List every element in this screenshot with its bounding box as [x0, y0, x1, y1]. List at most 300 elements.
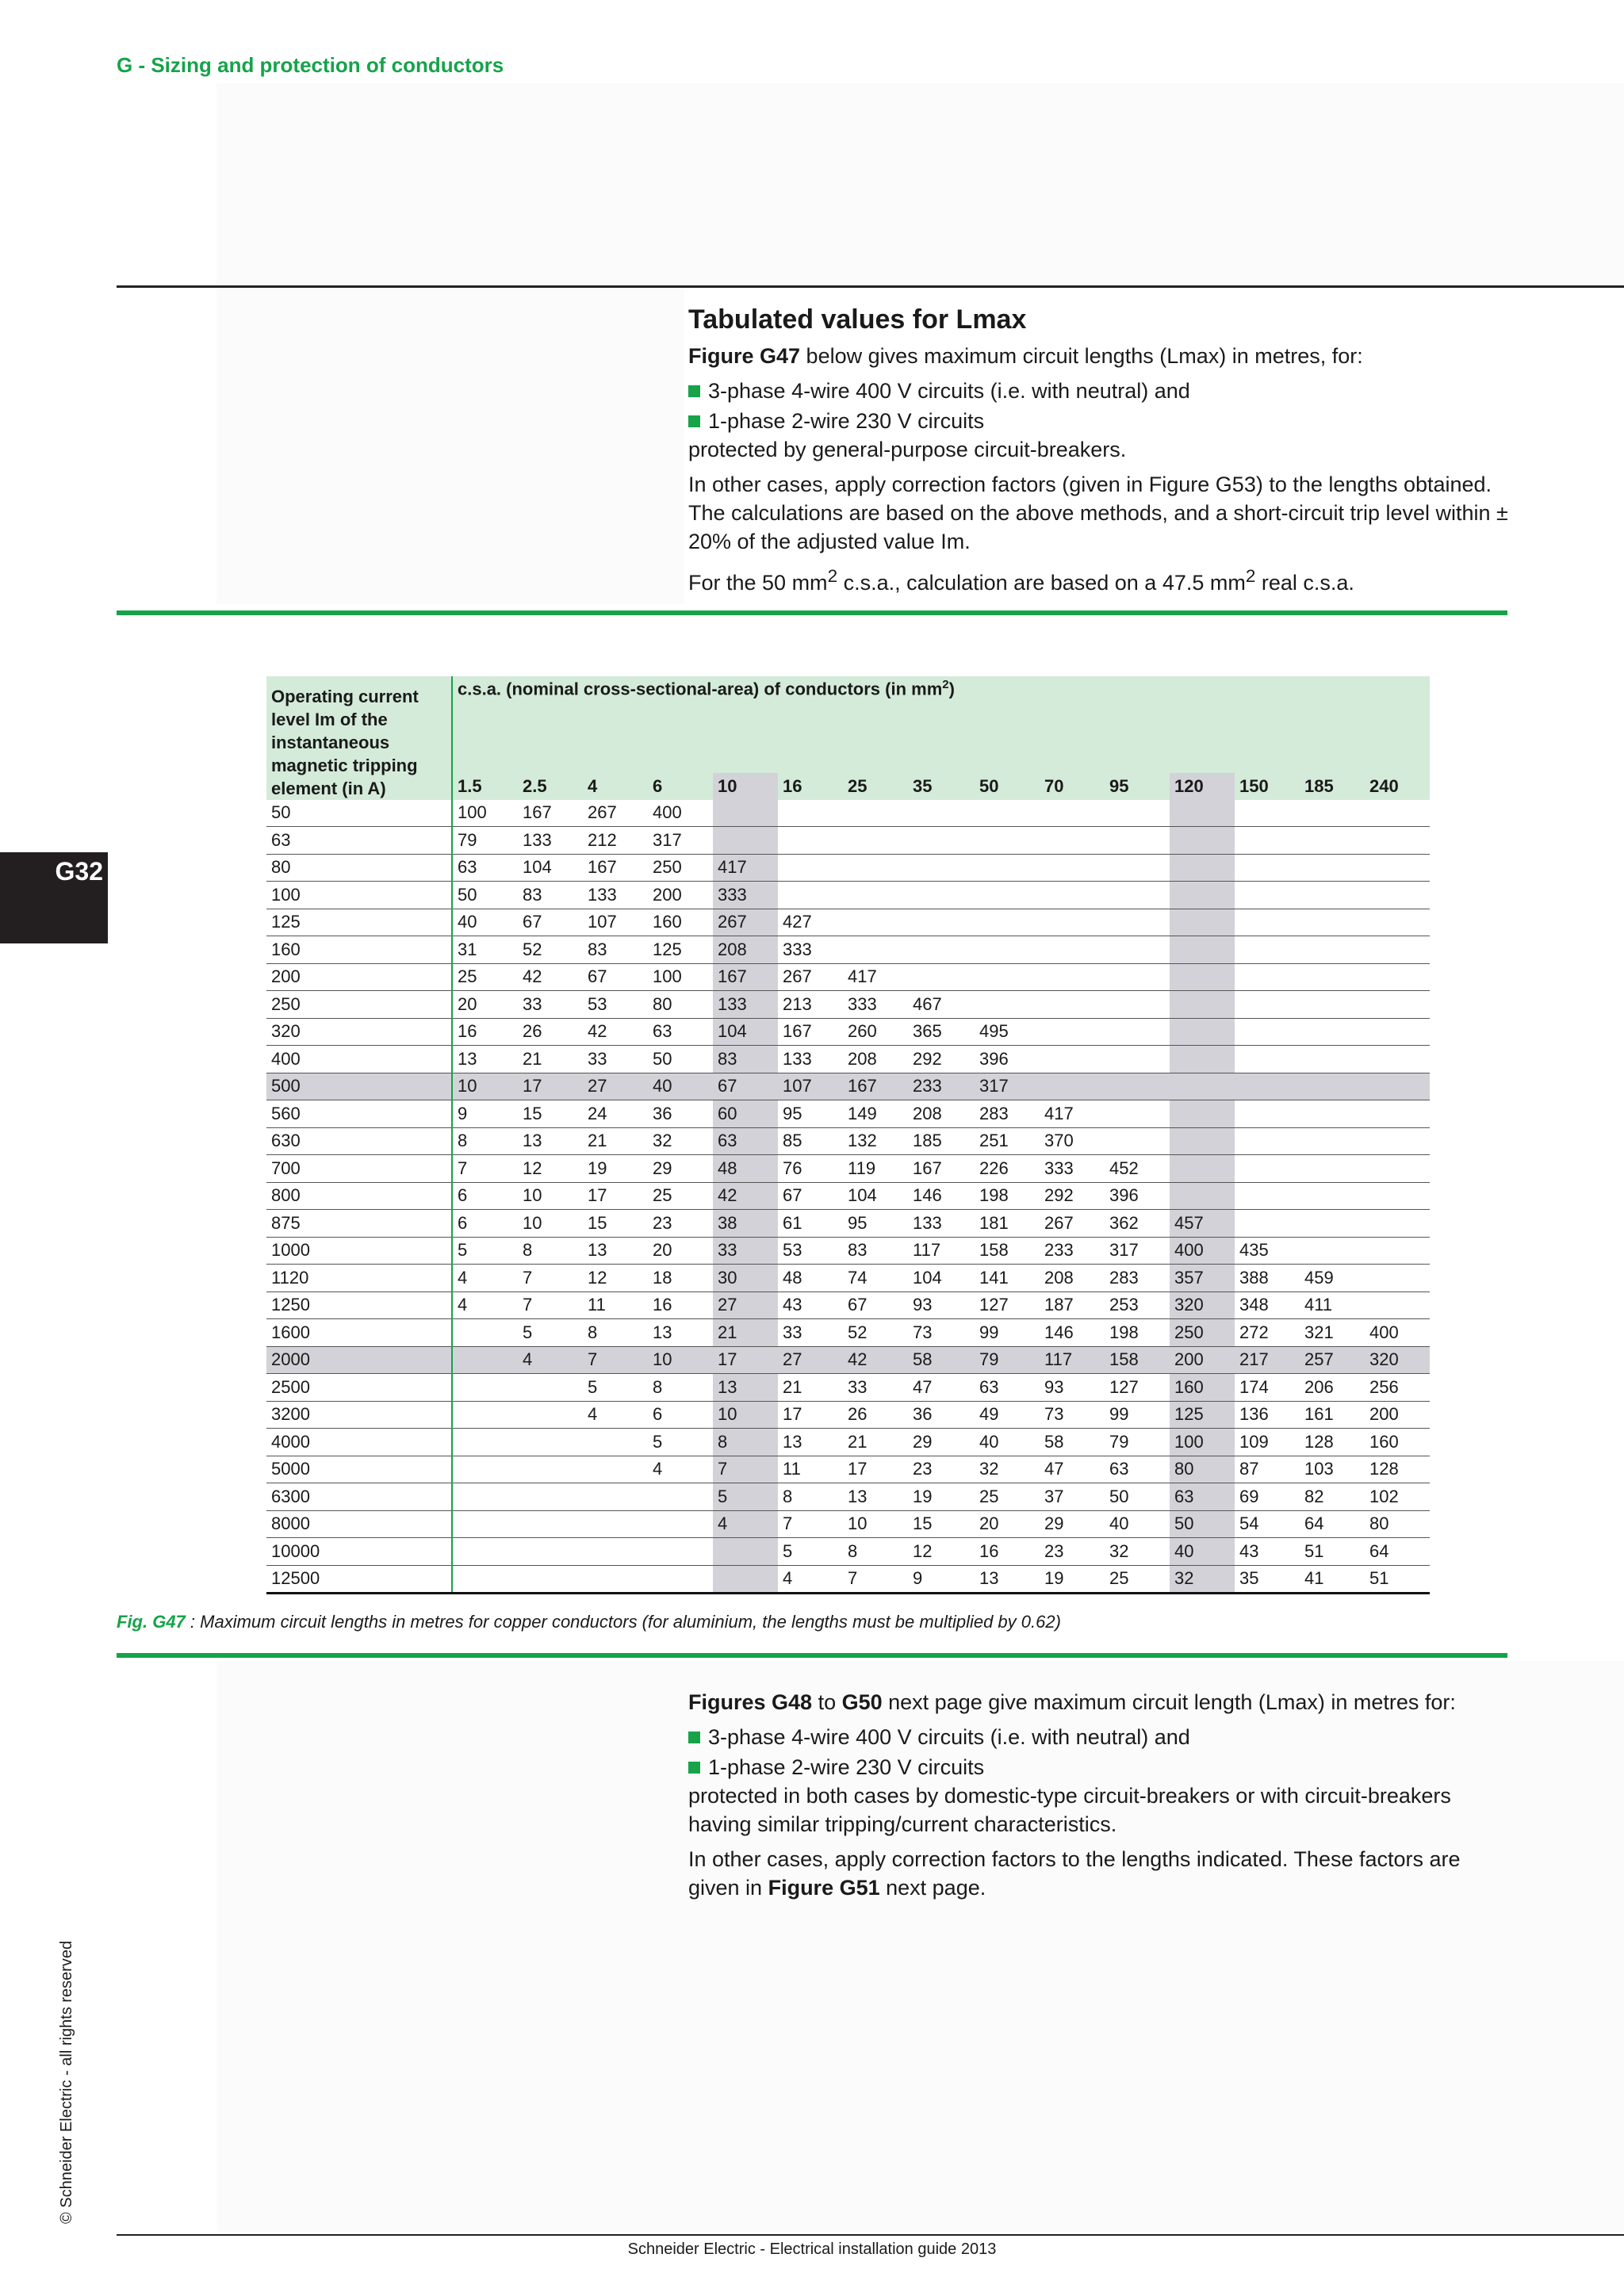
length-cell: 99	[975, 1319, 1040, 1347]
length-cell: 4	[518, 1346, 583, 1374]
current-cell: 1000	[266, 1237, 452, 1265]
bullet-text: 1-phase 2-wire 230 V circuits	[708, 409, 985, 433]
length-cell	[843, 882, 908, 909]
length-cell: 127	[1105, 1374, 1170, 1402]
length-cell: 69	[1235, 1483, 1300, 1511]
length-cell	[1365, 991, 1430, 1019]
length-cell: 283	[1105, 1265, 1170, 1292]
length-cell: 21	[713, 1319, 778, 1347]
length-cell: 79	[1105, 1429, 1170, 1456]
length-cell: 317	[1105, 1237, 1170, 1265]
table-row	[266, 1483, 1430, 1511]
length-cell: 7	[518, 1292, 583, 1319]
length-cell: 31	[452, 936, 518, 964]
current-cell: 3200	[266, 1401, 452, 1429]
csa-group-header	[452, 676, 1430, 773]
current-cell: 63	[266, 827, 452, 855]
length-cell	[1170, 963, 1235, 991]
csa-note-b: c.s.a., calculation are based on a 47.5 mm	[837, 571, 1246, 595]
length-cell	[452, 1565, 518, 1594]
protected-text: protected by general-purpose circuit-breakers.	[688, 438, 1127, 461]
current-cell: 2000	[266, 1346, 452, 1374]
current-cell: 8000	[266, 1510, 452, 1538]
text: next page give maximum circuit length (Lmax) in metres for:	[882, 1690, 1456, 1714]
current-cell: 800	[266, 1182, 452, 1210]
length-cell: 158	[975, 1237, 1040, 1265]
length-cell	[1365, 1073, 1430, 1100]
length-cell	[1235, 1018, 1300, 1046]
length-cell	[778, 882, 843, 909]
length-cell	[778, 800, 843, 827]
length-cell: 8	[648, 1374, 713, 1402]
current-cell: 6300	[266, 1483, 452, 1511]
length-cell: 42	[518, 963, 583, 991]
length-cell: 5	[452, 1237, 518, 1265]
length-cell: 167	[778, 1018, 843, 1046]
length-cell	[713, 1565, 778, 1594]
length-cell	[1040, 991, 1105, 1019]
protected-text: protected in both cases by domestic-type circuit-breakers or with circuit-breakers having similar tripping/current characteristics.	[688, 1784, 1451, 1836]
length-cell: 417	[713, 854, 778, 882]
length-cell	[1365, 882, 1430, 909]
column-header: 1.5	[452, 773, 518, 800]
length-cell: 217	[1235, 1346, 1300, 1374]
length-cell	[1170, 936, 1235, 964]
length-cell	[1235, 991, 1300, 1019]
csa-header-close: )	[948, 679, 955, 699]
length-cell: 435	[1235, 1237, 1300, 1265]
length-cell	[648, 1483, 713, 1511]
length-cell: 8	[583, 1319, 648, 1347]
length-cell	[1170, 1155, 1235, 1183]
column-header: 10	[713, 773, 778, 800]
length-cell: 29	[908, 1429, 975, 1456]
length-cell: 67	[583, 963, 648, 991]
length-cell	[452, 1429, 518, 1456]
length-cell: 36	[908, 1401, 975, 1429]
bullet-item	[688, 1723, 1513, 1751]
length-cell	[1235, 1100, 1300, 1128]
length-cell: 13	[843, 1483, 908, 1511]
length-cell: 40	[452, 909, 518, 936]
length-cell: 33	[778, 1319, 843, 1347]
length-cell	[1365, 1100, 1430, 1128]
length-cell: 27	[583, 1073, 648, 1100]
length-cell: 53	[583, 991, 648, 1019]
column-header: 4	[583, 773, 648, 800]
length-cell: 388	[1235, 1265, 1300, 1292]
length-cell	[1235, 909, 1300, 936]
length-cell: 132	[843, 1127, 908, 1155]
length-cell	[975, 991, 1040, 1019]
table-row	[266, 1374, 1430, 1402]
length-cell: 17	[583, 1182, 648, 1210]
length-cell	[1105, 1073, 1170, 1100]
length-cell: 100	[648, 963, 713, 991]
length-cell	[713, 800, 778, 827]
table-row	[266, 1292, 1430, 1319]
length-cell: 4	[778, 1565, 843, 1594]
top-rule	[117, 285, 1624, 288]
length-cell	[1105, 991, 1170, 1019]
length-cell	[1235, 1182, 1300, 1210]
length-cell: 7	[778, 1510, 843, 1538]
length-cell: 7	[713, 1456, 778, 1483]
length-cell: 51	[1300, 1538, 1365, 1566]
length-cell: 13	[452, 1046, 518, 1073]
length-cell: 21	[583, 1127, 648, 1155]
caption-label: Fig. G47	[117, 1612, 186, 1632]
length-cell: 128	[1365, 1456, 1430, 1483]
length-cell: 19	[908, 1483, 975, 1511]
square-bullet-icon	[688, 1762, 700, 1774]
length-cell: 42	[843, 1346, 908, 1374]
length-cell	[1170, 1073, 1235, 1100]
length-cell: 233	[908, 1073, 975, 1100]
table-row	[266, 1456, 1430, 1483]
length-cell: 133	[778, 1046, 843, 1073]
length-cell: 272	[1235, 1319, 1300, 1347]
length-cell: 149	[843, 1100, 908, 1128]
length-cell: 6	[648, 1401, 713, 1429]
length-cell: 10	[843, 1510, 908, 1538]
length-cell	[1040, 1046, 1105, 1073]
length-cell: 83	[843, 1237, 908, 1265]
length-cell: 417	[1040, 1100, 1105, 1128]
figure-ref: G50	[841, 1690, 883, 1714]
length-cell	[975, 800, 1040, 827]
length-cell: 128	[1300, 1429, 1365, 1456]
column-header: 50	[975, 773, 1040, 800]
length-cell	[1365, 1018, 1430, 1046]
length-cell: 4	[452, 1265, 518, 1292]
length-cell	[452, 1401, 518, 1429]
table-row	[266, 1100, 1430, 1128]
length-cell	[1170, 1046, 1235, 1073]
length-cell	[1040, 963, 1105, 991]
length-cell: 80	[1170, 1456, 1235, 1483]
length-cell: 136	[1235, 1401, 1300, 1429]
superscript: 2	[827, 566, 838, 586]
length-cell	[1365, 909, 1430, 936]
length-cell	[1040, 800, 1105, 827]
lmax-table	[266, 676, 1430, 1594]
length-cell	[1105, 936, 1170, 964]
square-bullet-icon	[688, 1732, 700, 1743]
length-cell: 60	[713, 1100, 778, 1128]
current-cell: 200	[266, 963, 452, 991]
length-cell: 226	[975, 1155, 1040, 1183]
length-cell: 40	[1170, 1538, 1235, 1566]
current-cell: 5000	[266, 1456, 452, 1483]
csa-note	[688, 562, 1513, 597]
page-footer: Schneider Electric - Electrical installation guide 2013	[627, 2241, 997, 2258]
length-cell: 23	[1040, 1538, 1105, 1566]
length-cell: 104	[843, 1182, 908, 1210]
length-cell: 79	[452, 827, 518, 855]
table-row	[266, 1565, 1430, 1594]
length-cell	[583, 1456, 648, 1483]
length-cell	[975, 936, 1040, 964]
length-cell: 417	[843, 963, 908, 991]
table-row	[266, 1429, 1430, 1456]
length-cell: 76	[778, 1155, 843, 1183]
length-cell: 260	[843, 1018, 908, 1046]
length-cell	[1235, 827, 1300, 855]
current-cell: 4000	[266, 1429, 452, 1456]
length-cell: 125	[1170, 1401, 1235, 1429]
length-cell: 5	[713, 1483, 778, 1511]
length-cell: 181	[975, 1210, 1040, 1238]
length-cell: 396	[1105, 1182, 1170, 1210]
length-cell: 15	[908, 1510, 975, 1538]
length-cell: 125	[648, 936, 713, 964]
current-cell: 125	[266, 909, 452, 936]
length-cell: 256	[1365, 1374, 1430, 1402]
table-row	[266, 936, 1430, 964]
bullet-text: 1-phase 2-wire 230 V circuits	[708, 1755, 985, 1779]
length-cell	[843, 936, 908, 964]
bullet-item	[688, 377, 1513, 405]
length-cell	[1170, 1127, 1235, 1155]
length-cell	[1105, 800, 1170, 827]
length-cell: 365	[908, 1018, 975, 1046]
length-cell: 19	[583, 1155, 648, 1183]
length-cell	[1235, 854, 1300, 882]
length-cell	[1365, 800, 1430, 827]
length-cell: 320	[1365, 1346, 1430, 1374]
length-cell: 37	[1040, 1483, 1105, 1511]
length-cell	[1040, 827, 1105, 855]
table-row	[266, 1346, 1430, 1374]
current-cell: 10000	[266, 1538, 452, 1566]
length-cell: 58	[908, 1346, 975, 1374]
length-cell: 8	[713, 1429, 778, 1456]
page-side-tab	[0, 852, 108, 943]
length-cell: 200	[1170, 1346, 1235, 1374]
length-cell: 67	[518, 909, 583, 936]
length-cell: 267	[778, 963, 843, 991]
length-cell: 467	[908, 991, 975, 1019]
current-cell: 1600	[266, 1319, 452, 1347]
current-cell: 2500	[266, 1374, 452, 1402]
length-cell: 411	[1300, 1292, 1365, 1319]
length-cell: 495	[975, 1018, 1040, 1046]
length-cell	[1235, 963, 1300, 991]
length-cell: 100	[1170, 1429, 1235, 1456]
table-row	[266, 1538, 1430, 1566]
length-cell: 208	[713, 936, 778, 964]
correction-paragraph	[688, 1845, 1513, 1902]
length-cell: 25	[452, 963, 518, 991]
table-row	[266, 1210, 1430, 1238]
table-row	[266, 1319, 1430, 1347]
csa-header-text: c.s.a. (nominal cross-sectional-area) of conductors (in mm	[458, 679, 943, 699]
length-cell: 30	[713, 1265, 778, 1292]
length-cell: 32	[975, 1456, 1040, 1483]
column-header: 240	[1365, 773, 1430, 800]
figure-ref: Figure G47	[688, 344, 801, 368]
length-cell: 19	[1040, 1565, 1105, 1594]
length-cell: 80	[1365, 1510, 1430, 1538]
length-cell	[1170, 827, 1235, 855]
length-cell	[1105, 909, 1170, 936]
length-cell	[843, 854, 908, 882]
correction-paragraph: In other cases, apply correction factors (given in Figure G53) to the lengths obtained. The calculations are based on the above methods, and a short-circuit trip level within ± 20% of the adjusted value Im.	[688, 473, 1508, 553]
length-cell: 63	[1170, 1483, 1235, 1511]
length-cell: 257	[1300, 1346, 1365, 1374]
length-cell: 104	[908, 1265, 975, 1292]
length-cell: 13	[713, 1374, 778, 1402]
length-cell: 80	[648, 991, 713, 1019]
length-cell: 50	[452, 882, 518, 909]
length-cell	[1105, 963, 1170, 991]
figure-caption	[117, 1612, 1061, 1632]
length-cell	[778, 854, 843, 882]
length-cell: 4	[452, 1292, 518, 1319]
length-cell: 74	[843, 1265, 908, 1292]
length-cell	[1300, 1182, 1365, 1210]
length-cell	[1300, 936, 1365, 964]
green-rule-top	[117, 610, 1507, 615]
length-cell: 400	[1170, 1237, 1235, 1265]
length-cell: 167	[518, 800, 583, 827]
length-cell: 133	[583, 882, 648, 909]
csa-note-c: real c.s.a.	[1255, 571, 1354, 595]
length-cell	[1040, 909, 1105, 936]
length-cell	[713, 1538, 778, 1566]
current-cell: 400	[266, 1046, 452, 1073]
length-cell: 102	[1365, 1483, 1430, 1511]
length-cell	[1040, 882, 1105, 909]
length-cell: 40	[975, 1429, 1040, 1456]
length-cell	[1105, 1018, 1170, 1046]
length-cell	[648, 1538, 713, 1566]
length-cell: 370	[1040, 1127, 1105, 1155]
length-cell: 20	[452, 991, 518, 1019]
length-cell: 93	[1040, 1374, 1105, 1402]
length-cell: 452	[1105, 1155, 1170, 1183]
length-cell	[1170, 1182, 1235, 1210]
length-cell: 52	[843, 1319, 908, 1347]
length-cell	[518, 1538, 583, 1566]
table-row	[266, 1018, 1430, 1046]
length-cell	[1040, 936, 1105, 964]
length-cell: 20	[648, 1237, 713, 1265]
length-cell	[975, 963, 1040, 991]
length-cell: 67	[778, 1182, 843, 1210]
table-row	[266, 882, 1430, 909]
length-cell: 208	[1040, 1265, 1105, 1292]
length-cell: 127	[975, 1292, 1040, 1319]
table-row	[266, 1510, 1430, 1538]
length-cell: 15	[518, 1100, 583, 1128]
table-row	[266, 1155, 1430, 1183]
length-cell: 333	[843, 991, 908, 1019]
length-cell	[975, 854, 1040, 882]
length-cell	[1170, 800, 1235, 827]
text: next page.	[879, 1876, 986, 1900]
length-cell: 25	[975, 1483, 1040, 1511]
length-cell	[648, 1510, 713, 1538]
length-cell	[1040, 854, 1105, 882]
column-header: 35	[908, 773, 975, 800]
length-cell: 4	[583, 1401, 648, 1429]
length-cell: 400	[1365, 1319, 1430, 1347]
table-row	[266, 1073, 1430, 1100]
length-cell	[1300, 991, 1365, 1019]
length-cell: 362	[1105, 1210, 1170, 1238]
length-cell: 317	[648, 827, 713, 855]
green-rule-bottom	[117, 1653, 1507, 1658]
length-cell: 283	[975, 1100, 1040, 1128]
length-cell: 160	[648, 909, 713, 936]
length-cell: 12	[908, 1538, 975, 1566]
length-cell: 13	[583, 1237, 648, 1265]
bullet-text: 3-phase 4-wire 400 V circuits (i.e. with neutral) and	[708, 1725, 1190, 1749]
length-cell	[908, 854, 975, 882]
length-cell: 333	[1040, 1155, 1105, 1183]
length-cell: 17	[843, 1456, 908, 1483]
length-cell	[975, 882, 1040, 909]
length-cell	[908, 882, 975, 909]
length-cell: 167	[843, 1073, 908, 1100]
length-cell	[1300, 1237, 1365, 1265]
length-cell: 6	[452, 1182, 518, 1210]
table-row	[266, 909, 1430, 936]
length-cell	[1235, 1073, 1300, 1100]
square-bullet-icon	[688, 385, 700, 397]
length-cell	[1040, 1018, 1105, 1046]
length-cell	[713, 827, 778, 855]
length-cell: 41	[1300, 1565, 1365, 1594]
length-cell: 38	[713, 1210, 778, 1238]
caption-text: : Maximum circuit lengths in metres for copper conductors (for aluminium, the lengths must be multiplied by 0.62)	[185, 1612, 1061, 1632]
table-body	[266, 800, 1430, 1594]
length-cell: 82	[1300, 1483, 1365, 1511]
length-cell	[452, 1374, 518, 1402]
length-cell: 333	[713, 882, 778, 909]
length-cell: 107	[583, 909, 648, 936]
length-cell: 119	[843, 1155, 908, 1183]
length-cell	[1105, 1100, 1170, 1128]
length-cell: 198	[975, 1182, 1040, 1210]
figures-paragraph	[688, 1688, 1513, 1716]
length-cell: 95	[843, 1210, 908, 1238]
length-cell: 187	[1040, 1292, 1105, 1319]
table-row	[266, 1127, 1430, 1155]
length-cell: 146	[1040, 1319, 1105, 1347]
superscript: 2	[942, 678, 949, 691]
length-cell	[1300, 1127, 1365, 1155]
section-domestic	[688, 1688, 1513, 1908]
current-cell: 630	[266, 1127, 452, 1155]
length-cell	[1300, 1100, 1365, 1128]
length-cell: 25	[648, 1182, 713, 1210]
length-cell	[1365, 1265, 1430, 1292]
length-cell	[518, 1483, 583, 1511]
length-cell: 267	[1040, 1210, 1105, 1238]
length-cell: 63	[648, 1018, 713, 1046]
length-cell	[843, 827, 908, 855]
length-cell	[1300, 800, 1365, 827]
length-cell: 200	[1365, 1401, 1430, 1429]
column-header: 185	[1300, 773, 1365, 800]
length-cell: 13	[778, 1429, 843, 1456]
length-cell: 63	[452, 854, 518, 882]
length-cell	[583, 1510, 648, 1538]
length-cell: 206	[1300, 1374, 1365, 1402]
